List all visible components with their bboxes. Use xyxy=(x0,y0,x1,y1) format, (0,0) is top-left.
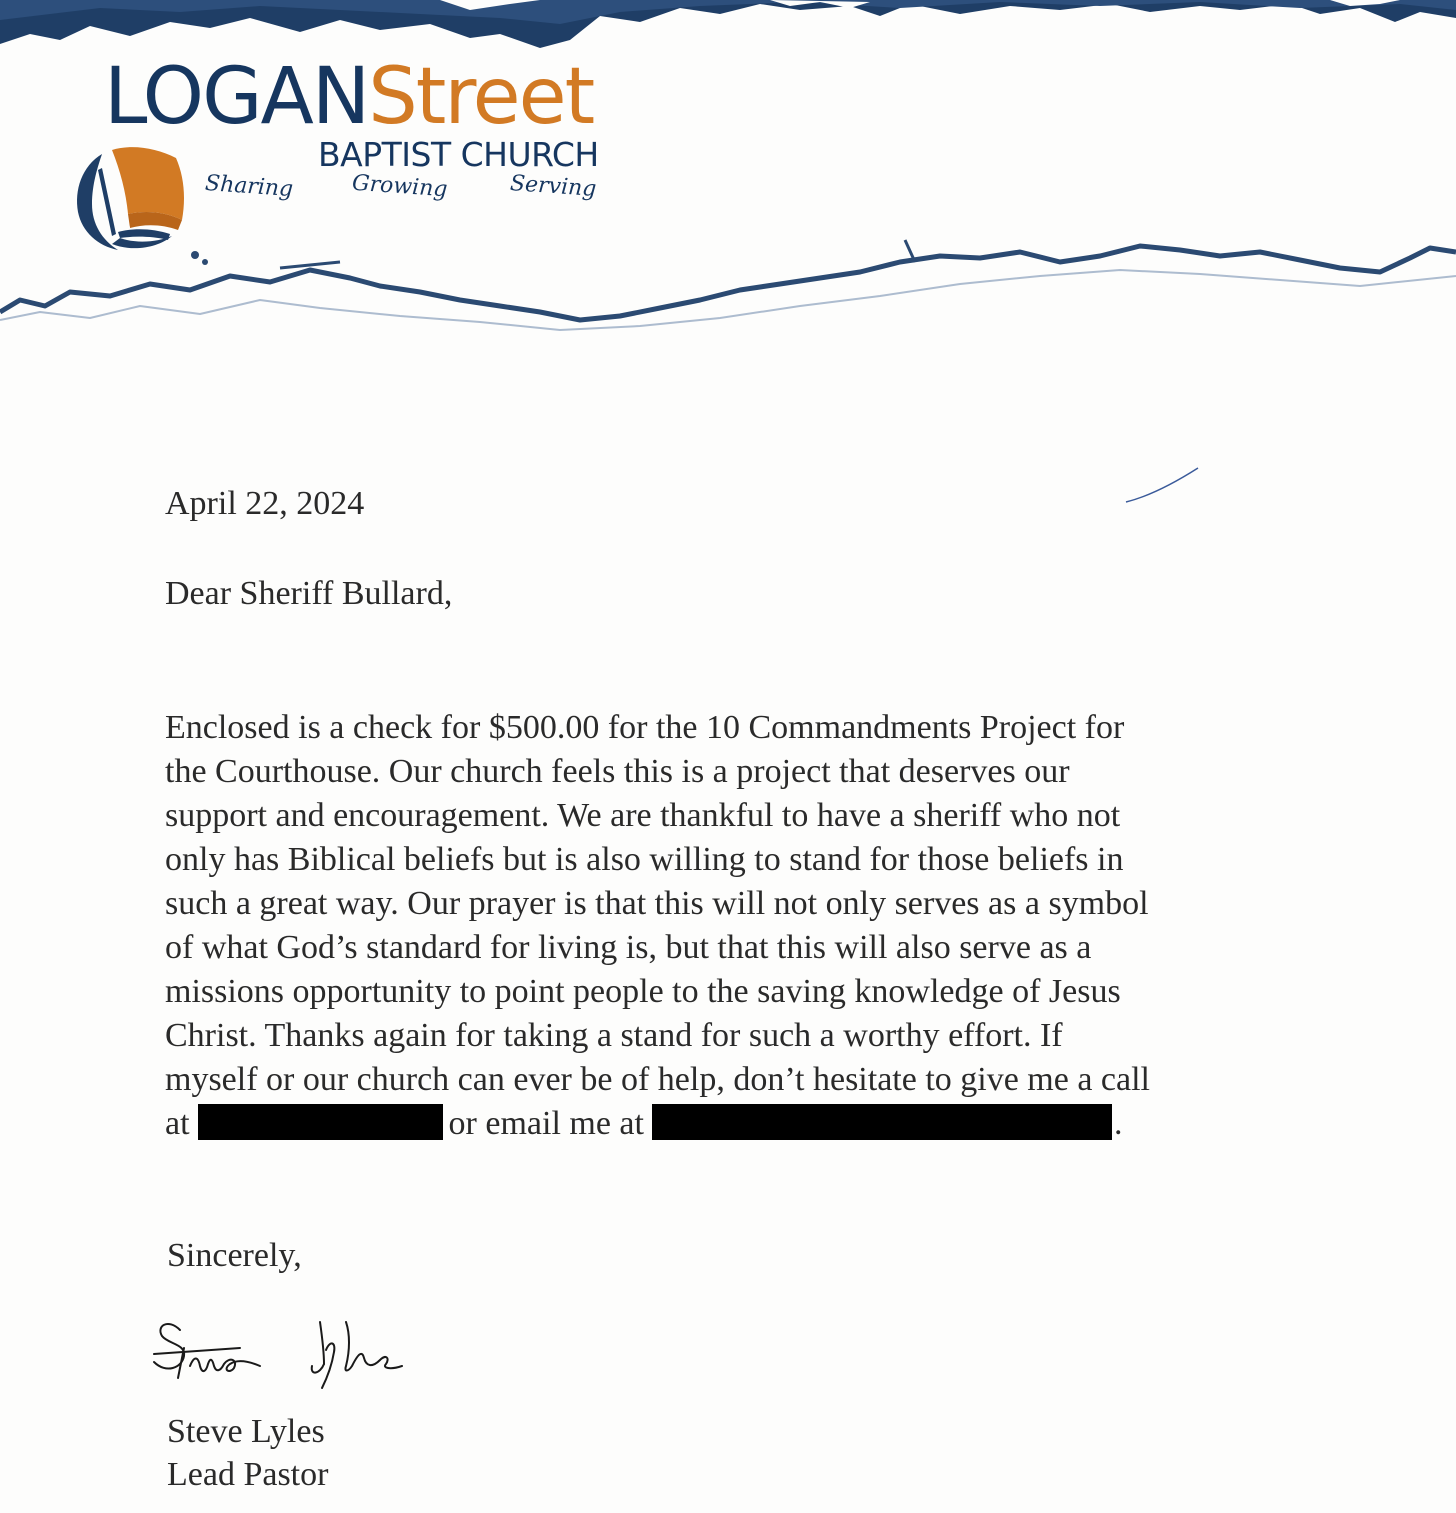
letter-body xyxy=(165,706,1315,1146)
body-line: of what God’s standard for living is, but that this will also serve as a xyxy=(165,929,1092,966)
body-line: such a great way. Our prayer is that this will not only serves as a symbol xyxy=(165,885,1149,922)
letter-salutation: Dear Sheriff Bullard, xyxy=(165,575,453,612)
signer-title: Lead Pastor xyxy=(167,1456,329,1493)
body-line: missions opportunity to point people to the saving knowledge of Jesus xyxy=(165,973,1121,1010)
church-logo xyxy=(0,0,640,260)
logo-word-street: Street xyxy=(368,52,594,142)
open-bible-emblem-icon xyxy=(72,140,190,252)
letter-closing: Sincerely, xyxy=(167,1237,302,1274)
tagline-serving: Serving xyxy=(509,171,598,202)
contact-suffix: . xyxy=(1113,1105,1123,1142)
contact-middle: or email me at xyxy=(448,1105,644,1142)
handwritten-signature xyxy=(150,1310,420,1390)
contact-prefix: at xyxy=(165,1105,190,1142)
logo-word-logan: LOGAN xyxy=(104,52,369,142)
body-line: Enclosed is a check for $500.00 for the 10 Commandments Project for xyxy=(165,709,1125,746)
signer-name: Steve Lyles xyxy=(167,1413,325,1450)
redacted-email-address xyxy=(652,1104,1112,1140)
logo-subtitle: BAPTIST CHURCH xyxy=(318,135,599,174)
logo-wordmark xyxy=(104,52,593,142)
tagline-growing: Growing xyxy=(351,170,449,203)
stray-pen-mark xyxy=(1120,460,1210,510)
body-line: the Courthouse. Our church feels this is a project that deserves our xyxy=(165,753,1070,790)
body-line: myself or our church can ever be of help, don’t hesitate to give me a call xyxy=(165,1061,1151,1098)
tagline-sharing: Sharing xyxy=(204,170,294,203)
body-line-contact xyxy=(165,1102,1315,1146)
letter-date: April 22, 2024 xyxy=(165,485,365,522)
body-line: only has Biblical beliefs but is also willing to stand for those beliefs in xyxy=(165,841,1124,878)
body-line: support and encouragement. We are thankful to have a sheriff who not xyxy=(165,797,1121,834)
body-line: Christ. Thanks again for taking a stand for such a worthy effort. If xyxy=(165,1017,1063,1054)
redacted-phone-number xyxy=(198,1104,443,1140)
